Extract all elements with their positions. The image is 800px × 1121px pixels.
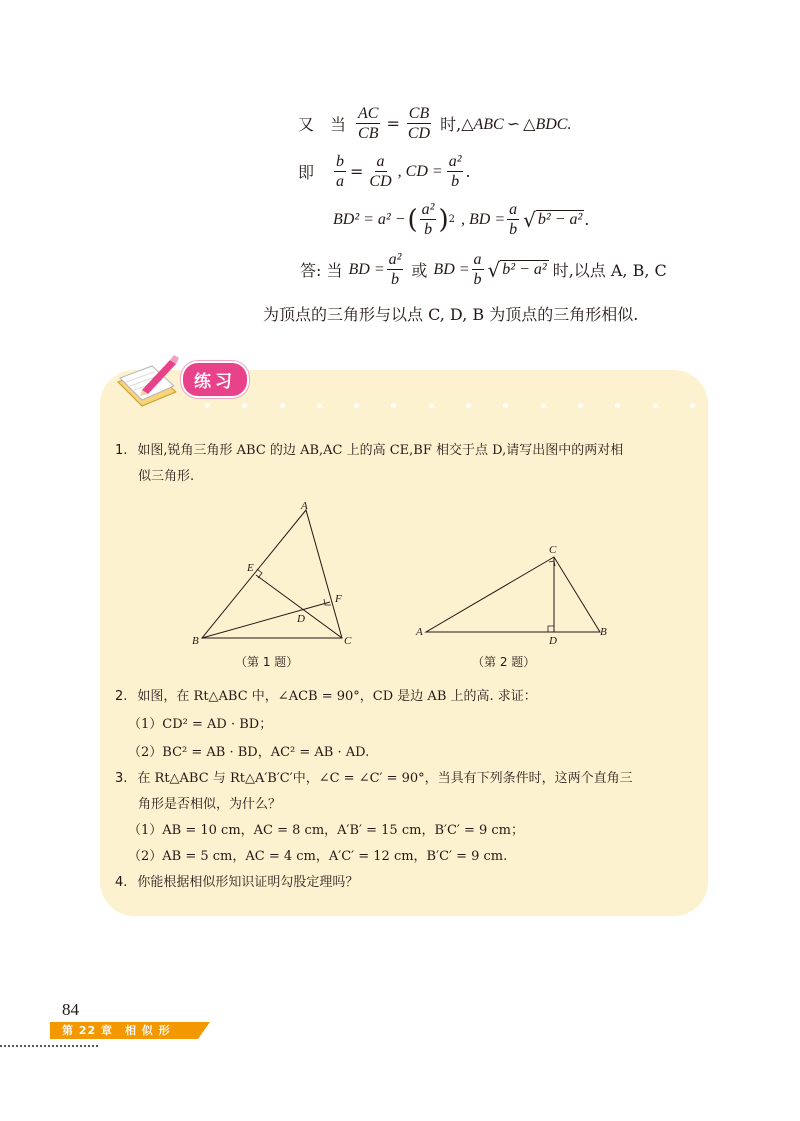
derivation-line-2: 即 $\frac{b}{a}$ = $\frac{a}{CD}$ , CD = $\frac{\text{a²}}{b}$ .: [298, 153, 471, 190]
derivation-line-1: 又 当 $\frac{AC}{CB}$ = $\frac{CB}{CD}$ 时, △ABC ∽ △BDC.: [298, 105, 572, 142]
figure-1-diagram: [190, 496, 370, 652]
label-D: D: [549, 635, 557, 647]
page-number: 84: [62, 1000, 79, 1019]
square-root: b² − a²: [537, 211, 583, 228]
chapter-label: 第 22 章 相 似 形: [62, 1024, 171, 1037]
fraction: $\frac{CB}{CD}$: [407, 105, 431, 142]
derivation-line-3: BD² = a² − ( $\frac{\text{a²}}{b}$ ) 2 , BD = $\frac{a}{b}$ √ b² − a² .: [333, 201, 590, 238]
label-A: A: [301, 500, 308, 512]
label-D: D: [297, 613, 305, 625]
question-3-item-2: （2）AB = 5 cm，AC = 4 cm，A′C′ = 12 cm，B′C′ = 9 cm.: [128, 849, 508, 864]
practice-badge: 练习: [181, 361, 249, 398]
label-E: E: [247, 562, 254, 574]
footer-divider: [0, 1045, 98, 1049]
question-1-cont: 似三角形.: [138, 469, 195, 484]
label-B: B: [600, 626, 607, 638]
question-2-item-1: （1）CD² = AD · BD；: [128, 717, 273, 732]
derivation-line-5: 为顶点的三角形与以点 C, D, B 为顶点的三角形相似.: [263, 305, 639, 324]
fraction: $\frac{a}{b}$: [473, 251, 482, 288]
label-F: F: [335, 593, 342, 605]
derivation-line-4: 答: 当 BD = $\frac{\text{a²}}{b}$ 或 BD = $\frac{a}{b}$ √ b² − a² 时,以点 A, B, C: [300, 251, 667, 288]
question-3-cont: 角形是否相似，为什么？: [138, 797, 282, 812]
label-C: C: [549, 544, 557, 556]
fraction: $\frac{AC}{CB}$: [358, 105, 379, 142]
fraction: $\frac{a}{b}$: [509, 201, 518, 238]
pencil-notebook-icon: [112, 352, 188, 412]
fraction: $\frac{\text{a²}}{b}$: [388, 251, 402, 288]
fraction: $\frac{b}{a}$: [336, 153, 345, 190]
question-2-item-2: （2）BC² = AB · BD，AC² = AB · AD.: [128, 745, 370, 760]
question-3: 3. 在 Rt△ABC 与 Rt△A′B′C′中，∠C = ∠C′ = 90°，当具有下列条件时，这两个直角三: [115, 771, 633, 786]
question-4: 4. 你能根据相似形知识证明勾股定理吗？: [115, 875, 359, 890]
fraction: $\frac{a}{CD}$: [369, 153, 392, 190]
label-A: A: [416, 626, 423, 638]
label-B: B: [192, 635, 199, 647]
figure-1-caption: （第 1 题）: [235, 655, 299, 669]
label-C: C: [344, 635, 352, 647]
fraction: $\frac{\text{a²}}{b}$: [421, 201, 435, 238]
question-1: 1. 如图,锐角三角形 ABC 的边 AB,AC 上的高 CE,BF 相交于点 D,请写出图中的两对相: [115, 443, 624, 458]
question-3-item-1: （1）AB = 10 cm，AC = 8 cm，A′B′ = 15 cm，B′C′ = 9 cm；: [128, 823, 525, 838]
decorative-dots: [205, 403, 695, 409]
figure-2-caption: （第 2 题）: [472, 655, 536, 669]
question-2: 2. 如图，在 Rt△ABC 中，∠ACB = 90°，CD 是边 AB 上的高. 求证：: [115, 689, 537, 704]
figure-2-diagram: [414, 540, 614, 650]
fraction: $\frac{\text{a²}}{b}$: [448, 153, 462, 190]
square-root: b² − a²: [502, 261, 547, 278]
derivation-prefix: 又 当: [298, 115, 347, 134]
